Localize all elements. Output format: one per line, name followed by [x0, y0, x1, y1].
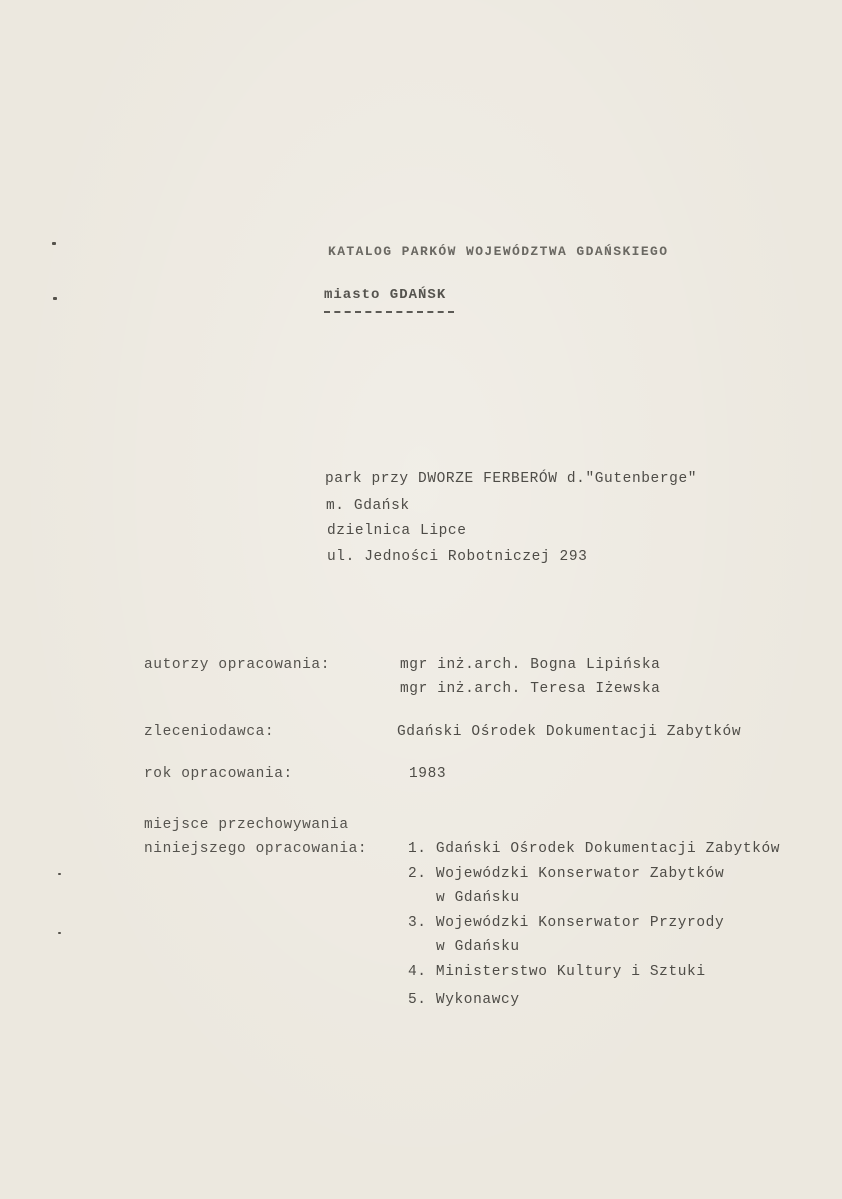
margin-mark	[52, 242, 56, 245]
author-1: mgr inż.arch. Bogna Lipińska	[400, 657, 661, 673]
margin-mark	[53, 297, 57, 300]
margin-mark	[58, 873, 61, 875]
storage-item-5: 5. Wykonawcy	[408, 992, 520, 1008]
year-value: 1983	[409, 766, 447, 782]
margin-mark	[58, 932, 61, 934]
author-2: mgr inż.arch. Teresa Iżewska	[400, 681, 661, 697]
storage-item-4: 4. Ministerstwo Kultury i Sztuki	[408, 964, 706, 980]
storage-item-1: 1. Gdański Ośrodek Dokumentacji Zabytków	[408, 841, 781, 857]
park-town: m. Gdańsk	[326, 498, 410, 514]
document-title: KATALOG PARKÓW WOJEWÓDZTWA GDAŃSKIEGO	[328, 244, 669, 259]
storage-label-line1: miejsce przechowywania	[144, 817, 349, 833]
storage-item-3-cont: w Gdańsku	[436, 939, 520, 955]
authors-label: autorzy opracowania:	[144, 657, 331, 673]
city-underline	[324, 311, 454, 313]
park-name: park przy DWORZE FERBERÓW d."Gutenberge"	[325, 471, 698, 487]
park-street: ul. Jedności Robotniczej 293	[327, 549, 588, 565]
storage-item-2-cont: w Gdańsku	[436, 890, 520, 906]
year-label: rok opracowania:	[144, 766, 293, 782]
storage-item-3: 3. Wojewódzki Konserwator Przyrody	[408, 915, 725, 931]
storage-item-2: 2. Wojewódzki Konserwator Zabytków	[408, 866, 725, 882]
city-line: miasto GDAŃSK	[324, 287, 447, 303]
storage-label-line2: niniejszego opracowania:	[144, 841, 368, 857]
client-value: Gdański Ośrodek Dokumentacji Zabytków	[397, 724, 742, 740]
park-district: dzielnica Lipce	[327, 523, 467, 539]
client-label: zleceniodawca:	[144, 724, 275, 740]
